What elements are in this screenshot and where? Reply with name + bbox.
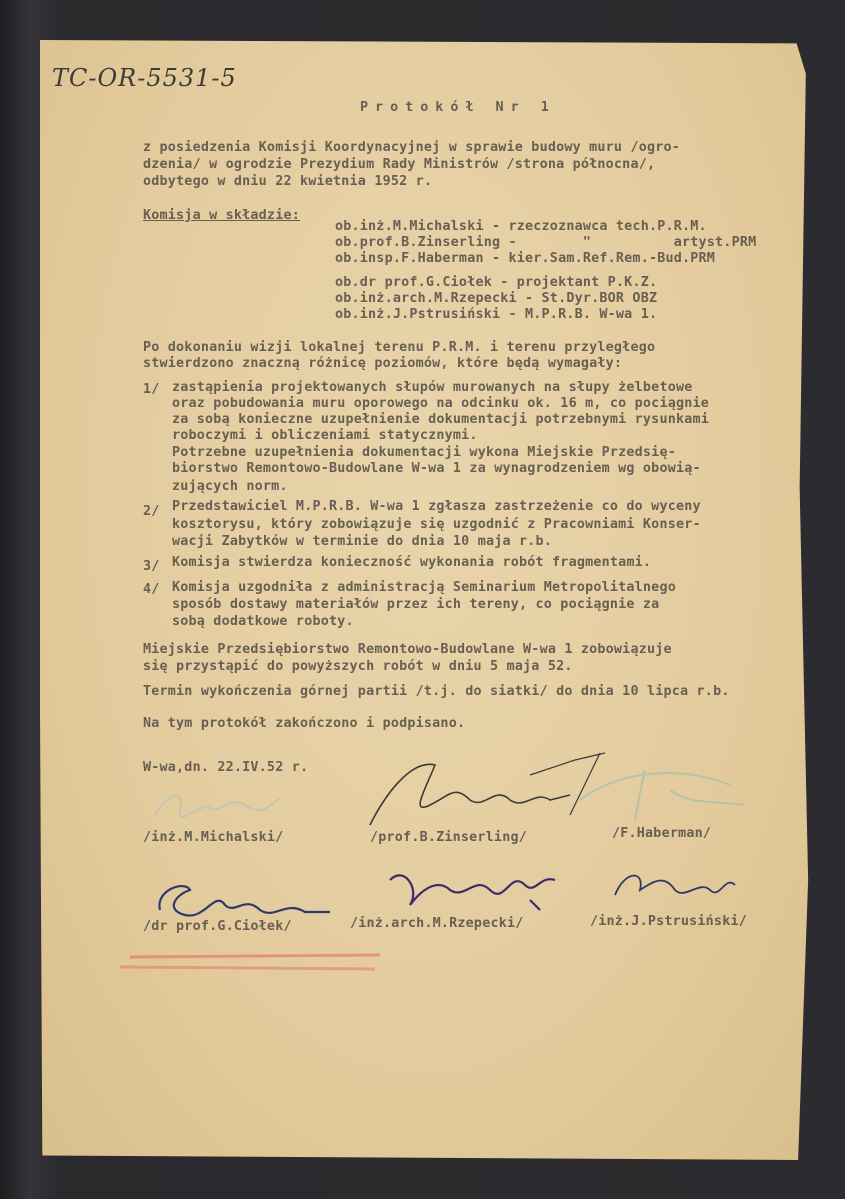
deadline-line: Termin wykończenia górnej partii /t.j. do siatki/ do dnia 10 lipca r.b.: [143, 684, 730, 699]
item-number: 2/: [143, 504, 160, 519]
item-number: 3/: [143, 559, 160, 574]
item-line: sobą dodatkowe roboty.: [172, 614, 354, 629]
committee-label: Komisja w składzie:: [143, 208, 300, 223]
signatory-name: /F.Haberman/: [612, 826, 712, 841]
item-line: kosztorysu, który zobowiązuje się uzgodnić z Pracowniami Konser-: [172, 517, 701, 532]
committee-member: ob.dr prof.G.Ciołek - projektant P.K.Z.: [335, 275, 658, 290]
red-pencil-mark: [100, 945, 400, 980]
item-line: sposób dostawy materiałów przez ich tereny, co pociągnie za: [172, 597, 660, 612]
ending-line: Na tym protokół zakończono i podpisano.: [143, 716, 466, 731]
item-line: roboczymi i obliczeniami statycznymi.: [172, 428, 478, 443]
item-number: 4/: [143, 582, 160, 597]
committee-member: ob.inż.arch.M.Rzepecki - St.Dyr.BOR OBZ: [335, 291, 658, 306]
visit-line: stwierdzono znaczną różnicę poziomów, które będą wymagały:: [143, 356, 623, 371]
rzepecki-signature: [380, 850, 570, 920]
committee-member: ob.prof.B.Zinserling - " artyst.PRM: [335, 235, 757, 250]
visit-line: Po dokonaniu wizji lokalnej terenu P.R.M. i terenu przyległego: [143, 340, 656, 355]
pstrusinski-signature: [605, 860, 745, 920]
haberman-signature: [560, 760, 760, 830]
document-title: Protokół Nr 1: [360, 100, 556, 115]
signatory-name: /inż.M.Michalski/: [143, 830, 284, 845]
archive-code: TC-OR-5531-5: [52, 64, 237, 92]
committee-member: ob.insp.F.Haberman - kier.Sam.Ref.Rem.-Bud.PRM: [335, 251, 716, 266]
committee-member: ob.inż.M.Michalski - rzeczoznawca tech.P.R.M.: [335, 219, 707, 234]
intro-line: odbytego w dniu 22 kwietnia 1952 r.: [143, 174, 433, 189]
item-line: oraz pobudowania muru oporowego na odcinku ok. 16 m, co pociągnie: [172, 396, 710, 411]
intro-line: z posiedzenia Komisji Koordynacyjnej w sprawie budowy muru /ogro-: [143, 140, 681, 155]
item-line: zujących norm.: [172, 479, 288, 494]
item-line: biorstwo Remontowo-Budowlane W-wa 1 za wynagrodzeniem wg obowią-: [172, 461, 701, 476]
place-date: W-wa,dn. 22.IV.52 r.: [143, 760, 309, 775]
item-line: Przedstawiciel M.P.R.B. W-wa 1 zgłasza zastrzeżenie co do wyceny: [172, 499, 701, 514]
signatory-name: /inż.arch.M.Rzepecki/: [350, 916, 524, 931]
item-line: Komisja stwierdza konieczność wykonania robót fragmentami.: [172, 555, 652, 570]
item-number: 1/: [143, 382, 160, 397]
item-line: za sobą konieczne uzupełnienie dokumentacji potrzebnymi rysunkami: [172, 412, 710, 427]
signatory-name: /inż.J.Pstrusiński/: [590, 914, 747, 929]
signatory-name: /dr prof.G.Ciołek/: [143, 919, 292, 934]
michalski-signature: [150, 780, 290, 830]
item-line: Komisja uzgodniła z administracją Seminarium Metropolitalnego: [172, 580, 676, 595]
closing-line: się przystąpić do powyższych robót w dniu 5 maja 52.: [143, 659, 573, 674]
signatory-name: /prof.B.Zinserling/: [370, 830, 527, 845]
closing-line: Miejskie Przedsiębiorstwo Remontowo-Budowlane W-wa 1 zobowiązuje: [143, 642, 672, 657]
item-line: wacji Zabytków w terminie do dnia 10 maja r.b.: [172, 534, 553, 549]
committee-member: ob.inż.J.Pstrusiński - M.P.R.B. W-wa 1.: [335, 307, 658, 322]
item-line: Potrzebne uzupełnienia dokumentacji wykona Miejskie Przedsię-: [172, 445, 676, 460]
intro-line: dzenia/ w ogrodzie Prezydium Rady Ministrów /strona północna/,: [143, 157, 656, 172]
item-line: zastąpienia projektowanych słupów murowanych na słupy żelbetowe: [172, 380, 693, 395]
